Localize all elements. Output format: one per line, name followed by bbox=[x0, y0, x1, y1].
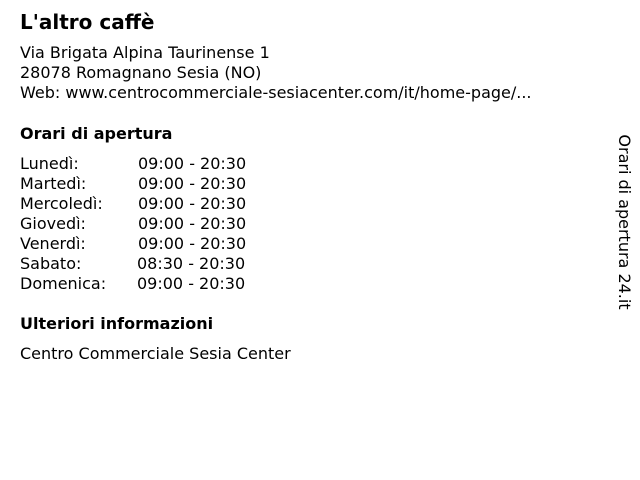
business-name: L'altro caffè bbox=[20, 10, 155, 34]
address-block bbox=[20, 43, 532, 103]
hours-row-sunday bbox=[20, 274, 300, 294]
additional-info-heading: Ulteriori informazioni bbox=[20, 314, 214, 333]
opening-hours-heading: Orari di apertura bbox=[20, 124, 173, 143]
hours-row-monday bbox=[20, 154, 300, 174]
additional-info-text: Centro Commerciale Sesia Center bbox=[20, 344, 291, 363]
time-range: 09:00 - 20:30 bbox=[137, 274, 246, 293]
opening-hours-table bbox=[20, 154, 300, 294]
day-label: Domenica: bbox=[20, 274, 107, 293]
hours-row-friday bbox=[20, 234, 300, 254]
address-city: 28078 Romagnano Sesia (NO) bbox=[20, 63, 262, 82]
day-label: Mercoledì: bbox=[20, 194, 103, 213]
time-range: 09:00 - 20:30 bbox=[138, 234, 247, 253]
day-label: Sabato: bbox=[20, 254, 82, 273]
hours-row-wednesday bbox=[20, 194, 300, 214]
time-range: 09:00 - 20:30 bbox=[138, 174, 247, 193]
day-label: Venerdì: bbox=[20, 234, 86, 253]
time-range: 09:00 - 20:30 bbox=[138, 214, 247, 233]
time-range: 09:00 - 20:30 bbox=[138, 194, 247, 213]
hours-row-saturday bbox=[20, 254, 300, 274]
day-label: Giovedì: bbox=[20, 214, 86, 233]
website-link[interactable]: Web: www.centrocommerciale-sesiacenter.com/it/home-page/... bbox=[20, 83, 532, 102]
hours-row-thursday bbox=[20, 214, 300, 234]
day-label: Lunedì: bbox=[20, 154, 79, 173]
site-watermark: Orari di apertura 24.it bbox=[615, 134, 634, 310]
time-range: 08:30 - 20:30 bbox=[137, 254, 246, 273]
address-street: Via Brigata Alpina Taurinense 1 bbox=[20, 43, 270, 62]
hours-row-tuesday bbox=[20, 174, 300, 194]
day-label: Martedì: bbox=[20, 174, 87, 193]
time-range: 09:00 - 20:30 bbox=[138, 154, 247, 173]
